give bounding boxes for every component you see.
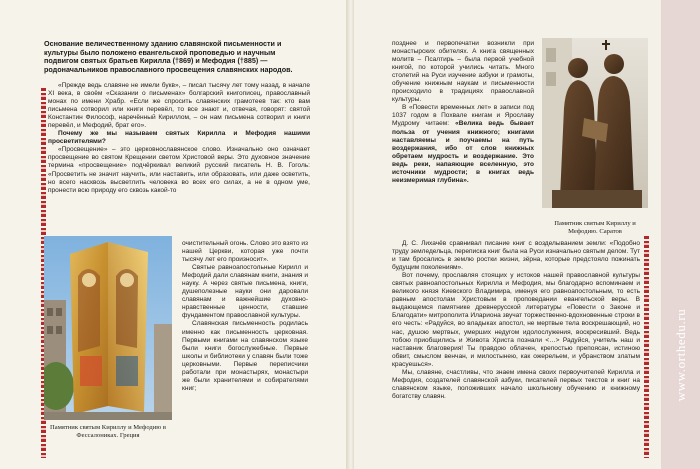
- left-paragraph-1: «Прежде ведь славяне не имели букв», – писал тысячу лет тому назад, в начале XI века, в своём «Сказании о письменах» болгарский книгописец, православный монах по имени Храбр. «Если же спросить славянских грамотеев так: кто вам письмена сотворил или книги перевёл, то все знают и, отвечая, говорят: святой Константин Философ, наречённый Кириллом, – он нам письмена сотворил и книги перевёл, и Мефодий, брат его».: [48, 82, 310, 130]
- right-text-bottom: [392, 240, 640, 401]
- thessaloniki-monument-photo: [44, 236, 172, 420]
- website-url: www.orthedu.ru: [673, 308, 688, 402]
- left-photo-caption: Памятник святым Кириллу и Мефодию в Фессалониках. Греция: [50, 424, 166, 439]
- left-mid-paragraph-1: очистительный огонь. Слово это взято из нашей Церкви, которая уже почти тысячу лет его произносит».: [182, 240, 308, 264]
- intro-paragraph: Основание величественному зданию славянской письменности и культуры было положено евангельской проповедью и научным подвигом святых братьев Кирилла (†869) и Мефодия (†885) — родоначальников православного просвещения славянских народов.: [44, 39, 293, 74]
- page-gutter: [346, 0, 354, 469]
- left-paragraph-3: «Просвещение» – это церковнославянское слово. Изначально оно означает просвещение во святом Крещении светом Христовой веры. Это духовное значение термина «просвещение» подчёркивал великий русский писатель Н. В. Гоголь: «Просветить не значит научить, или наставить, или образовать, или даже осветить, но всего насквозь высветлить человека во всех его силах, а не в одном уме, пронести всю природу его сквозь какой-то: [48, 146, 310, 194]
- right-ornament-border: [644, 236, 649, 458]
- saratov-monument-photo: [542, 38, 648, 208]
- right-bottom-paragraph-3: Мы, славяне, счастливы, что знаем имена своих первоучителей Кирилла и Мефодия, создателей славянской азбуки, писателей первых текстов и книг на славянском языке, положивших начало школьному обучению и книжному богатству славян.: [392, 368, 640, 400]
- right-povest-paragraph: [392, 104, 534, 184]
- left-text-middle: [182, 240, 308, 393]
- thessaloniki-monument-illustration: [44, 236, 172, 420]
- website-watermark: [671, 250, 691, 460]
- right-text-top: [392, 40, 534, 185]
- right-top-paragraph: позднее и первопечатни возникли при монастырских обителях. А книга священных молитв – Псалтирь – была первой учебной книгой, по которой учились читать. Много столетий на Руси изучение азбуки и грамоты, обучение книжным наукам и письменности происходило в традициях православной культуры.: [392, 40, 534, 104]
- left-paragraph-question: Почему же мы называем святых Кирилла и Мефодия нашими просветителями?: [48, 130, 310, 146]
- left-text-top: [48, 82, 310, 195]
- povest-intro-text: В «Повести временных лет» в записи под 1037 годом в Похвале книгам и Ярославу Мудрому читаем:: [392, 104, 534, 128]
- right-photo-caption: Памятник святым Кириллу и Мефодию. Саратов: [554, 220, 636, 235]
- right-bottom-paragraph-2: Вот почему, прославляя стоящих у истоков нашей православной культуры святых равноапостольных Кирилла и Мефодия, мы благодарно вспоминаем и великого князя Киевского Владимира, именуя его равноапостольным, то есть равным апостолам Христовым в проповедании евангельской веры. В выдающемся памятнике древнерусской литературы «Повести о Законе и Благодати» митрополита Илариона звучат торжественно-вдохновенные строки в его честь: «Радуйся, во владыках апостол, не мертвые тела воскрешающий, но нас, душою мертвых, умерших недугом идолослужения, воскресивший. Ведь тобою приобщились и Живота Христа познали <…> Радуйся, учитель наш и наставник благоверия! Ты правдою облачен, крепостью препоясан, истиною обвит, смыслом венчан, и милостынею, как ожерельем, и убранством златым красуешься».: [392, 272, 640, 368]
- right-bottom-paragraph-1: Д. С. Лихачёв сравнивал писание книг с возделыванием земли: «Подобно труду земледельца, переписка книг была на Руси изначально святым делом. Тут и там бросались в землю ростки жизни, зёрна, которые предстояло пожинать будущим поколениям».: [392, 240, 640, 272]
- left-mid-paragraph-3: Славянская письменность родилась именно как письменность церковная. Первыми книгами на славянском языке были книги богослужебные. Первые школы и библиотеки у славян были тоже церковными. Первые переписчики работали при монастырях, монастыри же были хранителями и собирателями книг;: [182, 320, 308, 392]
- saratov-monument-illustration: [542, 38, 648, 208]
- left-mid-paragraph-2: Святые равноапостольные Кирилл и Мефодий дали славянам книги, знания и науку. А через святые письмена, книги, душеполезные науки они даровали славянам и важнейшие духовно-нравственные ценности, ставшие фундаментом православной культуры.: [182, 264, 308, 320]
- povest-quote: «Велика ведь бывает польза от учения книжного; книгами наставляемы и поучаемы на путь воздержания, ибо от слов книжных обретаем мудрость и воздержание. Это ведь реки, напаяющие вселенную, это источники мудрости; в книгах ведь неизмеримая глубина».: [392, 120, 534, 184]
